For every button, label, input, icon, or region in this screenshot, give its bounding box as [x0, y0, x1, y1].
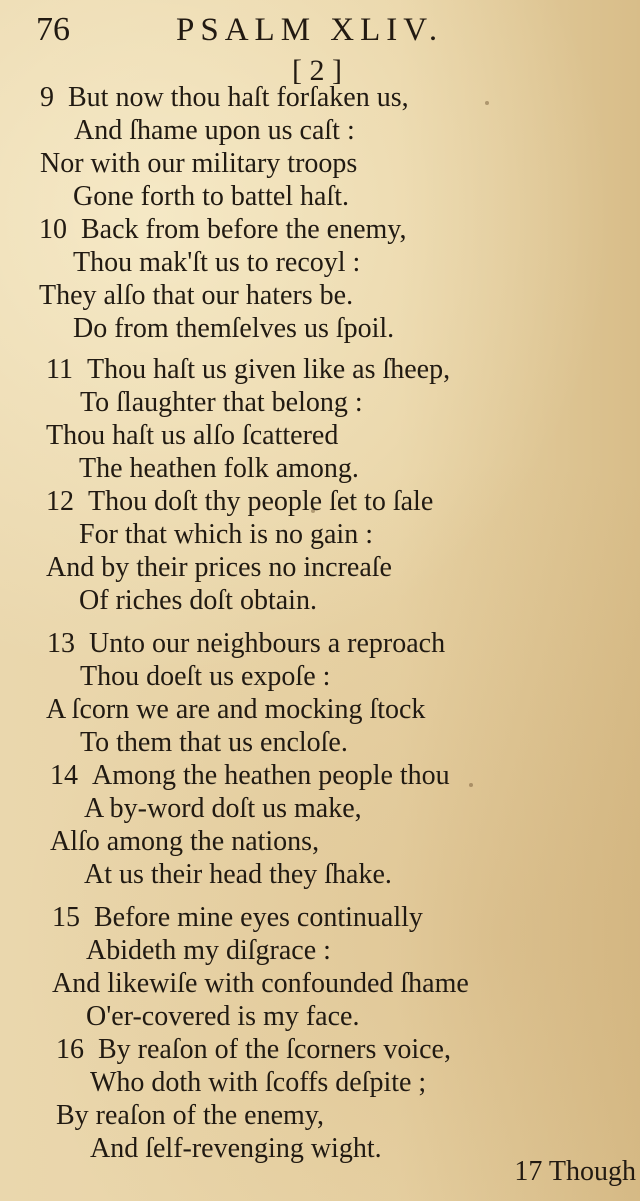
- verse-text: Thou mak'ſt us to recoyl :: [73, 247, 361, 278]
- verse-text: A ſcorn we are and mocking ſtock: [46, 694, 426, 725]
- verse-line: [52, 968, 469, 1000]
- verse-line-with-number: [52, 902, 423, 934]
- ink-speck: [469, 783, 473, 787]
- page-header: [0, 0, 640, 87]
- verse-line-with-number: [56, 1034, 451, 1066]
- verse-text: Thou doeſt us expoſe :: [80, 661, 331, 692]
- verse-text: But now thou haſt forſaken us,: [68, 82, 409, 113]
- verse-text: Before mine eyes continually: [94, 902, 423, 933]
- verse-text: For that which is no gain :: [79, 519, 373, 550]
- verse-line: [86, 1001, 359, 1033]
- verse-line: [84, 793, 362, 825]
- verse-line: [84, 859, 392, 891]
- verse-line: [46, 552, 392, 584]
- verse-text: By reaſon of the ſcorners voice,: [98, 1034, 451, 1065]
- verse-text: Thou haſt us alſo ſcattered: [46, 420, 339, 451]
- verse-text: The heathen folk among.: [79, 453, 359, 484]
- verse-line-with-number: [47, 628, 445, 660]
- verse-line: [80, 387, 363, 419]
- running-title: PSALM XLIV.: [176, 12, 444, 48]
- verse-number: 14: [50, 760, 78, 791]
- verse-line: [74, 115, 355, 147]
- verse-text: And ſhame upon us caſt :: [74, 115, 355, 146]
- verse-line: [86, 935, 331, 967]
- verse-text: Gone forth to battel haſt.: [73, 181, 350, 212]
- verse-line: [80, 727, 348, 759]
- verse-line-with-number: [46, 486, 433, 518]
- verse-line: [46, 420, 338, 452]
- verse-line: [90, 1133, 382, 1165]
- verse-text: They alſo that our haters be.: [39, 280, 354, 311]
- verse-line: [90, 1067, 426, 1099]
- verse-line: [56, 1100, 324, 1132]
- verse-number: 11: [46, 354, 73, 385]
- verse-number: 15: [52, 902, 80, 933]
- verse-line-with-number: [50, 760, 450, 792]
- verse-line: [80, 661, 330, 693]
- verse-line: [46, 694, 425, 726]
- verse-text: At us their head they ſhake.: [84, 859, 392, 890]
- verse-text: To ſlaughter that belong :: [80, 387, 363, 418]
- section-marker: [ 2 ]: [292, 54, 342, 87]
- verse-text: Back from before the enemy,: [81, 214, 407, 245]
- verse-line-with-number: [39, 214, 407, 246]
- verse-number: 16: [56, 1034, 84, 1065]
- verse-text: A by-word doſt us make,: [84, 793, 362, 824]
- verse-line: [73, 313, 394, 345]
- verse-text: Thou doſt thy people ſet to ſale: [88, 486, 434, 517]
- verse-text: Alſo among the nations,: [50, 826, 320, 857]
- verse-text: And by their prices no increaſe: [46, 552, 392, 583]
- verse-text: Do from themſelves us ſpoil.: [73, 313, 395, 344]
- verse-line: [50, 826, 319, 858]
- verse-line-with-number: [40, 82, 409, 114]
- verse-line: [79, 453, 359, 485]
- verse-text: And ſelf-revenging wight.: [90, 1133, 382, 1164]
- verse-number: 13: [47, 628, 75, 659]
- verse-number: 9: [40, 82, 54, 113]
- verse-text: Among the heathen people thou: [92, 760, 450, 791]
- ink-speck: [311, 509, 315, 513]
- verse-text: To them that us encloſe.: [80, 727, 348, 758]
- verse-text: Of riches doſt obtain.: [79, 585, 317, 616]
- verse-text: Nor with our military troops: [40, 148, 358, 179]
- verse-number: 10: [39, 214, 67, 245]
- verse-text: Abideth my diſgrace :: [86, 935, 331, 966]
- verse-text: O'er-covered is my face.: [86, 1001, 360, 1032]
- verse-line: [79, 585, 317, 617]
- verse-line: [73, 181, 349, 213]
- verse-line: [39, 280, 353, 312]
- verse-text: Unto our neighbours a reproach: [89, 628, 446, 659]
- page-number: 76: [36, 11, 70, 48]
- catchword: 17 Though: [514, 1156, 636, 1187]
- verse-line: [73, 247, 360, 279]
- verse-line: [40, 148, 357, 180]
- verse-number: 12: [46, 486, 74, 517]
- ink-speck: [485, 101, 489, 105]
- verse-text: By reaſon of the enemy,: [56, 1100, 324, 1131]
- psalm-text: [0, 82, 640, 1164]
- verse-line-with-number: [46, 354, 450, 386]
- verse-line: [79, 519, 373, 551]
- verse-text: And likewiſe with confounded ſhame: [52, 968, 469, 999]
- verse-text: Who doth with ſcoffs deſpite ;: [90, 1067, 427, 1098]
- verse-text: Thou haſt us given like as ſheep,: [86, 354, 451, 385]
